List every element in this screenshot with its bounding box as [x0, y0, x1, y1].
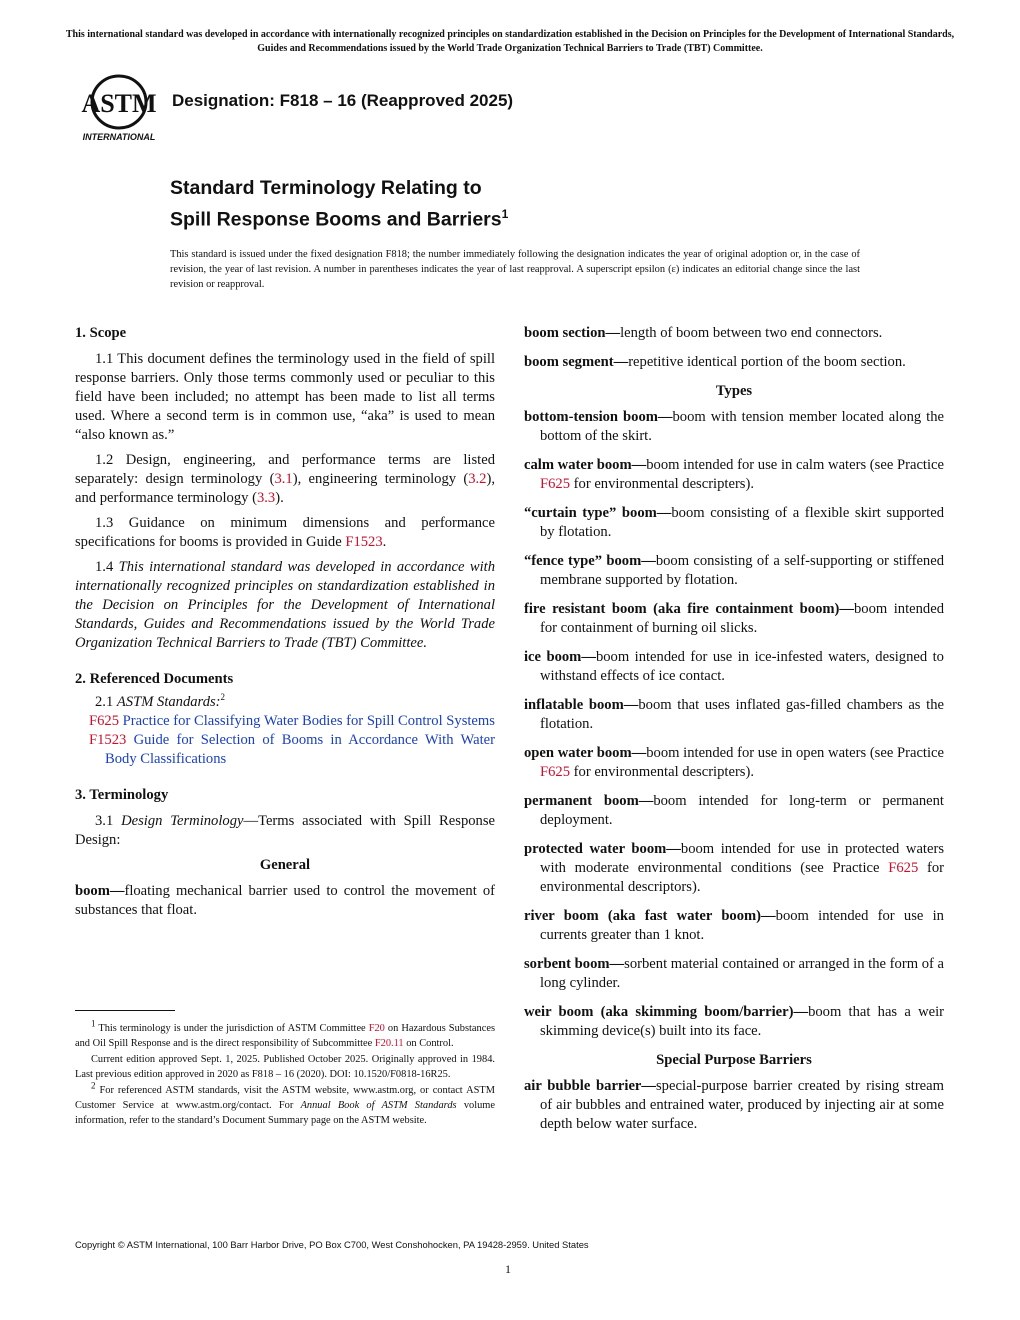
link-f20-11[interactable]: F20.11 — [374, 1038, 404, 1049]
term-curtain-type-boom: “curtain type” boom—boom consisting of a flexible skirt supported by flotation. — [524, 505, 944, 540]
scope-1-4: 1.4 This international standard was developed in accordance with internationally recognized principles on standardization established in the Decision on Principles for the Development of International Standards, Guides and Recommendations issued by the World Trade Organization Technical Barriers to Trade (TBT) Committee. — [75, 559, 496, 651]
issue-note: This standard is issued under the fixed designation F818; the number immediately following the designation indicates the year of original adoption or, in the case of revision, the year of last revision. A number in parentheses indicates the year of last reapproval. A superscript epsilon (ε) indicates an editorial change since the last revision or reapproval. — [170, 249, 860, 290]
link-f625[interactable]: F625 — [540, 476, 571, 492]
term-boom-segment: boom segment—repetitive identical portion of the boom section. — [524, 354, 906, 370]
copyright: Copyright © ASTM International, 100 Barr Harbor Drive, PO Box C700, West Conshohocken, PA 19428-2959. United States — [75, 1239, 589, 1250]
terminology-3-1: 3.1 Design Terminology—Terms associated with Spill Response Design: — [75, 813, 495, 848]
page-title — [170, 175, 508, 233]
term-fence-type-boom: “fence type” boom—boom consisting of a self-supporting or stiffened membrane supported by flotation. — [524, 553, 945, 588]
term-sorbent-boom: sorbent boom—sorbent material contained or arranged in the form of a long cylinder. — [524, 956, 944, 991]
logo-subtext: INTERNATIONAL — [82, 132, 156, 142]
scope-heading: 1. Scope — [75, 325, 127, 341]
term-boom: boom—floating mechanical barrier used to control the movement of substances that float. — [75, 883, 495, 918]
term-inflatable-boom: inflatable boom—boom that uses inflated gas-filled chambers as the flotation. — [524, 697, 945, 732]
term-river-boom: river boom (aka fast water boom)—boom intended for use in currents greater than 1 knot. — [524, 908, 944, 943]
footnote-divider — [75, 1010, 175, 1011]
special-purpose-subheading: Special Purpose Barriers — [656, 1052, 812, 1068]
term-bottom-tension-boom: bottom-tension boom—boom with tension member located along the bottom of the skirt. — [524, 409, 944, 444]
term-open-water-boom: open water boom—boom intended for use in open waters (see Practice F625 for environmental descripters). — [524, 745, 944, 780]
link-f625[interactable]: F625 — [540, 764, 571, 780]
term-ice-boom: ice boom—boom intended for use in ice-infested waters, designed to withstand effects of ice contact. — [524, 649, 944, 684]
right-column — [524, 324, 944, 1144]
refdocs-heading: 2. Referenced Documents — [75, 671, 234, 687]
title-footnote-marker: 1 — [501, 207, 509, 221]
term-calm-water-boom: calm water boom—boom intended for use in calm waters (see Practice F625 for environmental descripters). — [524, 457, 944, 492]
scope-1-1: 1.1 This document defines the terminology used in the field of spill response barriers. Only those terms commonly used or peculiar to this field have been included; no attempt has been made to list all terms used. Where a second term is in common use, “aka” is used to mean “also known as.” — [75, 351, 495, 443]
link-f1523[interactable]: F1523 — [345, 534, 383, 550]
link-f625[interactable]: F625 — [888, 860, 919, 876]
link-3-3[interactable]: 3.3 — [256, 490, 276, 506]
scope-1-3: 1.3 Guidance on minimum dimensions and performance specifications for booms is provided in Guide F1523. — [75, 515, 495, 550]
designation: Designation: F818 – 16 (Reapproved 2025) — [172, 91, 514, 110]
term-protected-water-boom: protected water boom—boom intended for use in protected waters with moderate environmental conditions (see Practice F625 for environmental descriptors). — [524, 841, 944, 895]
terminology-heading: 3. Terminology — [75, 787, 169, 803]
title-line-1: Standard Terminology Relating to — [170, 177, 482, 199]
link-3-1[interactable]: 3.1 — [274, 471, 293, 487]
term-fire-resistant-boom: fire resistant boom (aka fire containment boom)—boom intended for containment of burning oil slicks. — [524, 601, 944, 636]
ref-item-f625[interactable]: F625 Practice for Classifying Water Bodies for Spill Control Systems — [89, 713, 495, 729]
general-subheading: General — [259, 857, 311, 873]
term-air-bubble-barrier: air bubble barrier—special-purpose barrier created by rising stream of air bubbles and entrained water, produced by injecting air at some depth below water surface. — [524, 1078, 944, 1132]
standards-notice: This international standard was developed in accordance with internationally recognized principles on standardization established in the Decision on Principles for the Development of International Standards, Guides and Recommendations issued by the World Trade Organization Technical Barriers to Trade (TBT) Committee. — [65, 29, 955, 54]
astm-logo — [74, 74, 164, 144]
scope-1-2: 1.2 Design, engineering, and performance terms are listed separately: design terminology (3.1), engineering terminology (3.2), and performance terminology (3.3). — [75, 452, 495, 506]
term-weir-boom: weir boom (aka skimming boom/barrier)—boom that has a weir skimming device(s) built into its face. — [524, 1004, 944, 1039]
footnote-2: 2 For referenced ASTM standards, visit the ASTM website, www.astm.org, or contact ASTM Customer Service at www.astm.org/contact. For Annual Book of ASTM Standards volume information, refer to the standard’s Document Summary page on the ASTM website. — [75, 1080, 495, 1126]
term-permanent-boom: permanent boom—boom intended for long-term or permanent deployment. — [524, 793, 944, 828]
link-3-2[interactable]: 3.2 — [468, 471, 487, 487]
footnote-1-edition: Current edition approved Sept. 1, 2025. Published October 2025. Originally approved in 1984. Last previous edition approved in 2020 as F818 – 16 (2020). DOI: 10.1520/F0818-16R25. — [75, 1054, 495, 1080]
ref-item-f1523[interactable]: F1523 Guide for Selection of Booms in Accordance With Water Body Classifications — [89, 732, 495, 767]
footnote-1: 1 This terminology is under the jurisdiction of ASTM Committee F20 on Hazardous Substances and Oil Spill Response and is the direct responsibility of Subcommittee F20.11 on Control. — [75, 1018, 495, 1049]
footnotes — [75, 1018, 495, 1129]
term-boom-section: boom section—length of boom between two end connectors. — [524, 325, 883, 341]
types-subheading: Types — [715, 383, 753, 399]
logo-text: ASTM — [81, 89, 157, 118]
link-f20[interactable]: F20 — [368, 1023, 385, 1034]
title-line-2: Spill Response Booms and Barriers — [170, 208, 502, 231]
left-column — [75, 324, 495, 926]
page-number: 1 — [505, 1262, 511, 1276]
refdocs-2-1: 2.1 ASTM Standards:$^2$ — [95, 692, 226, 710]
